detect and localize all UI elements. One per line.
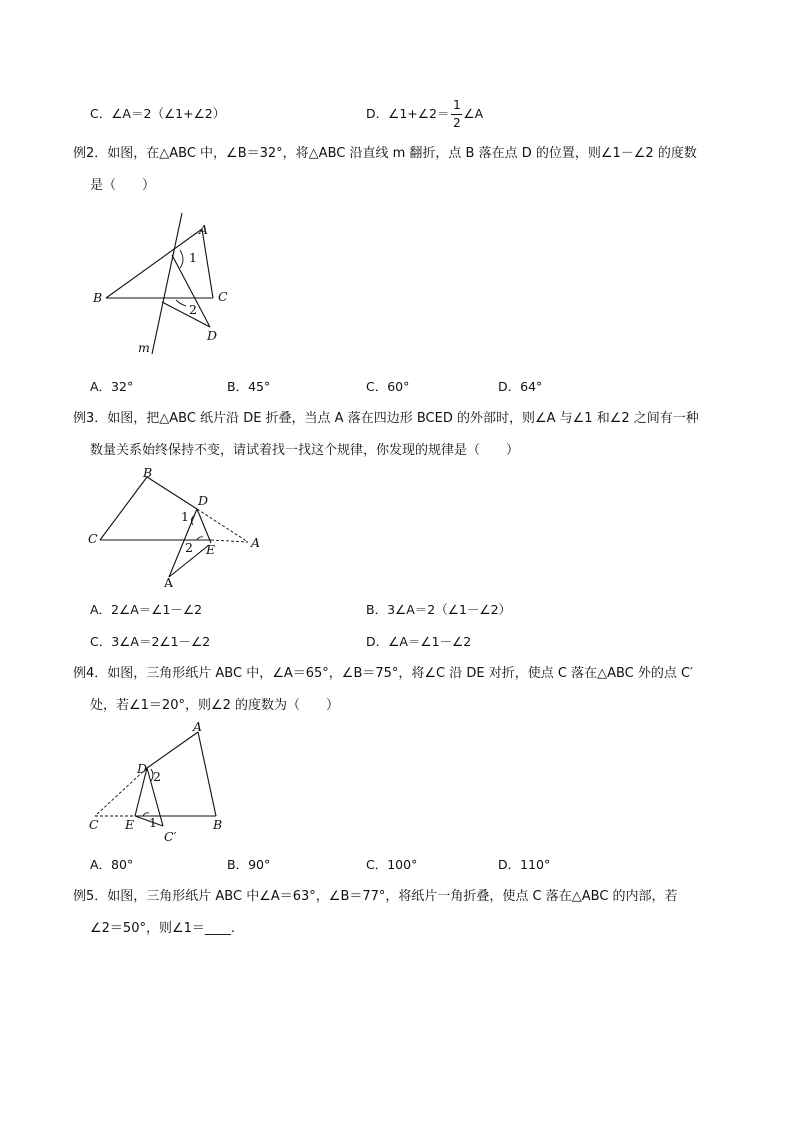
ex2-label-b: B: [93, 290, 103, 305]
ex2-option-c: C．60°: [366, 379, 410, 394]
ex4-label-angle1: 1: [149, 815, 157, 830]
ex4-label-d: D: [137, 761, 148, 776]
ex4-option-b: B．90°: [227, 857, 271, 872]
ex3-option-d: D．∠A＝∠1－∠2: [366, 634, 472, 649]
ex3-option-b: B．3∠A＝2（∠1－∠2）: [366, 602, 512, 617]
ex4-label-c: C: [89, 817, 99, 832]
ex4-option-c: C．100°: [366, 857, 418, 872]
ex2-option-a: A．32°: [90, 379, 134, 394]
ex2-question-line1: 例2．如图，在△ABC 中，∠B＝32°，将△ABC 沿直线 m 翻折，点 B 落在点 D 的位置，则∠1－∠2 的度数: [73, 146, 697, 161]
ex3-label-a-folded: A: [164, 575, 174, 590]
ex3-option-a: A．2∠A＝∠1－∠2: [90, 602, 203, 617]
ex3-label-angle1: 1: [181, 509, 189, 524]
ex4-label-b: B: [213, 817, 223, 832]
ex3-label-e: E: [206, 542, 216, 557]
ex2-figure: [90, 210, 250, 360]
ex2-label-a: A: [199, 222, 209, 237]
ex4-label-angle2: 2: [153, 769, 161, 784]
ex3-question-line2: 数量关系始终保持不变，请试着找一找这个规律，你发现的规律是（ ）: [90, 443, 520, 458]
option-d-suffix: ∠A: [463, 106, 484, 121]
ex2-option-d: D．64°: [498, 379, 543, 394]
ex4-question-line1: 例4．如图，三角形纸片 ABC 中，∠A＝65°，∠B＝75°，将∠C 沿 DE 对折，使点 C 落在△ABC 外的点 C′: [73, 666, 694, 681]
ex4-figure: [85, 715, 245, 850]
ex3-label-d: D: [198, 493, 209, 508]
fraction-bar: [451, 114, 462, 115]
option-c: C．∠A＝2（∠1+∠2）: [90, 106, 226, 121]
ex2-label-c: C: [218, 289, 228, 304]
ex3-label-angle2: 2: [185, 540, 193, 555]
ex5-question-line1: 例5．如图，三角形纸片 ABC 中∠A＝63°，∠B＝77°，将纸片一角折叠，使点 C 落在△ABC 的内部，若: [73, 889, 678, 904]
ex4-label-a: A: [193, 719, 203, 734]
ex3-option-c: C．3∠A＝2∠1－∠2: [90, 634, 211, 649]
ex4-label-c-prime: C′: [164, 829, 177, 844]
fraction-denominator: 2: [453, 116, 461, 130]
ex3-label-c: C: [88, 531, 98, 546]
ex3-figure: [85, 465, 270, 595]
ex2-label-angle2: 2: [189, 302, 197, 317]
option-d-prefix: D．∠1+∠2＝: [366, 106, 450, 121]
ex2-option-b: B．45°: [227, 379, 271, 394]
ex2-label-angle1: 1: [189, 250, 197, 265]
option-d: [366, 105, 483, 123]
ex4-option-d: D．110°: [498, 857, 551, 872]
ex4-option-a: A．80°: [90, 857, 134, 872]
ex2-label-d: D: [207, 328, 218, 343]
fraction-numerator: 1: [453, 98, 461, 112]
ex3-label-a: A: [251, 535, 261, 550]
ex3-question-line1: 例3．如图，把△ABC 纸片沿 DE 折叠，当点 A 落在四边形 BCED 的外部时，则∠A 与∠1 和∠2 之间有一种: [73, 411, 699, 426]
ex5-question-line2: ∠2＝50°，则∠1＝____.: [90, 921, 236, 936]
ex2-question-line2: 是（ ）: [90, 178, 156, 193]
ex3-label-b: B: [143, 465, 153, 480]
ex4-question-line2: 处，若∠1＝20°，则∠2 的度数为（ ）: [90, 698, 340, 713]
ex4-label-e: E: [125, 817, 135, 832]
ex2-label-m: m: [138, 340, 150, 355]
